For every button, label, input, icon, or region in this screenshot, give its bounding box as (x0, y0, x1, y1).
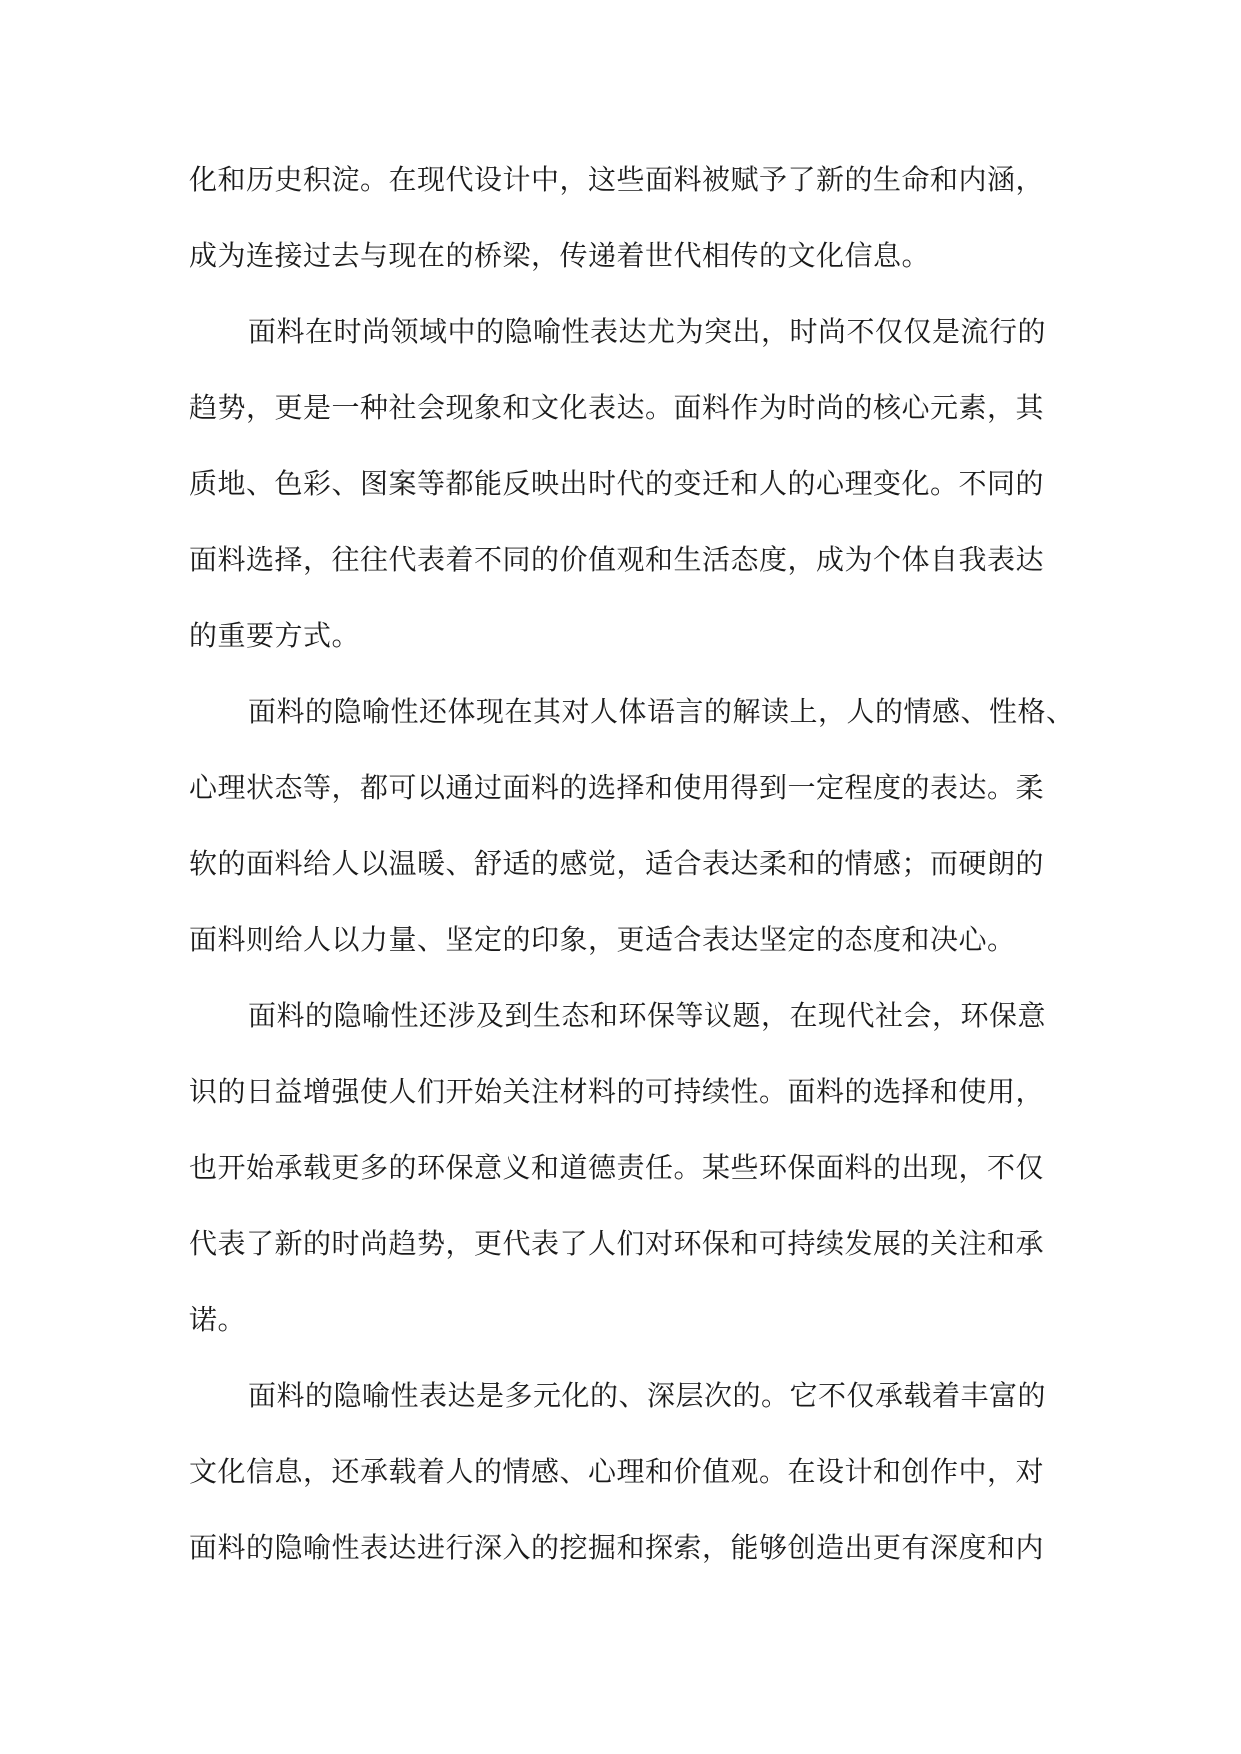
text-line: 质地、色彩、图案等都能反映出时代的变迁和人的心理变化。不同的 (189, 467, 1045, 500)
paragraph-first-line: 面料的隐喻性还涉及到生态和环保等议题，在现代社会，环保意 (248, 999, 1047, 1032)
text-line: 诺。 (189, 1303, 247, 1336)
text-line: 面料选择，往往代表着不同的价值观和生活态度，成为个体自我表达 (189, 543, 1045, 576)
text-line: 代表了新的时尚趋势，更代表了人们对环保和可持续发展的关注和承 (189, 1227, 1045, 1260)
text-line: 趋势，更是一种社会现象和文化表达。面料作为时尚的核心元素，其 (189, 391, 1045, 424)
paragraph-first-line: 面料在时尚领域中的隐喻性表达尤为突出，时尚不仅仅是流行的 (248, 315, 1047, 348)
paragraph-first-line: 面料的隐喻性表达是多元化的、深层次的。它不仅承载着丰富的 (248, 1379, 1047, 1412)
text-line: 的重要方式。 (189, 619, 361, 652)
text-line: 软的面料给人以温暖、舒适的感觉，适合表达柔和的情感；而硬朗的 (189, 847, 1045, 880)
text-line: 文化信息，还承载着人的情感、心理和价值观。在设计和创作中，对 (189, 1455, 1045, 1488)
text-line: 面料则给人以力量、坚定的印象，更适合表达坚定的态度和决心。 (189, 923, 1016, 956)
body-text (189, 142, 1075, 1586)
text-line: 识的日益增强使人们开始关注材料的可持续性。面料的选择和使用， (189, 1075, 1045, 1108)
text-line: 心理状态等，都可以通过面料的选择和使用得到一定程度的表达。柔 (189, 771, 1045, 804)
text-line: 也开始承载更多的环保意义和道德责任。某些环保面料的出现，不仅 (189, 1151, 1045, 1184)
paragraph-first-line: 面料的隐喻性还体现在其对人体语言的解读上，人的情感、性格、 (248, 695, 1075, 728)
text-line: 化和历史积淀。在现代设计中，这些面料被赋予了新的生命和内涵， (189, 163, 1045, 196)
text-line: 成为连接过去与现在的桥梁，传递着世代相传的文化信息。 (189, 239, 931, 272)
text-line: 面料的隐喻性表达进行深入的挖掘和探索，能够创造出更有深度和内 (189, 1531, 1045, 1564)
